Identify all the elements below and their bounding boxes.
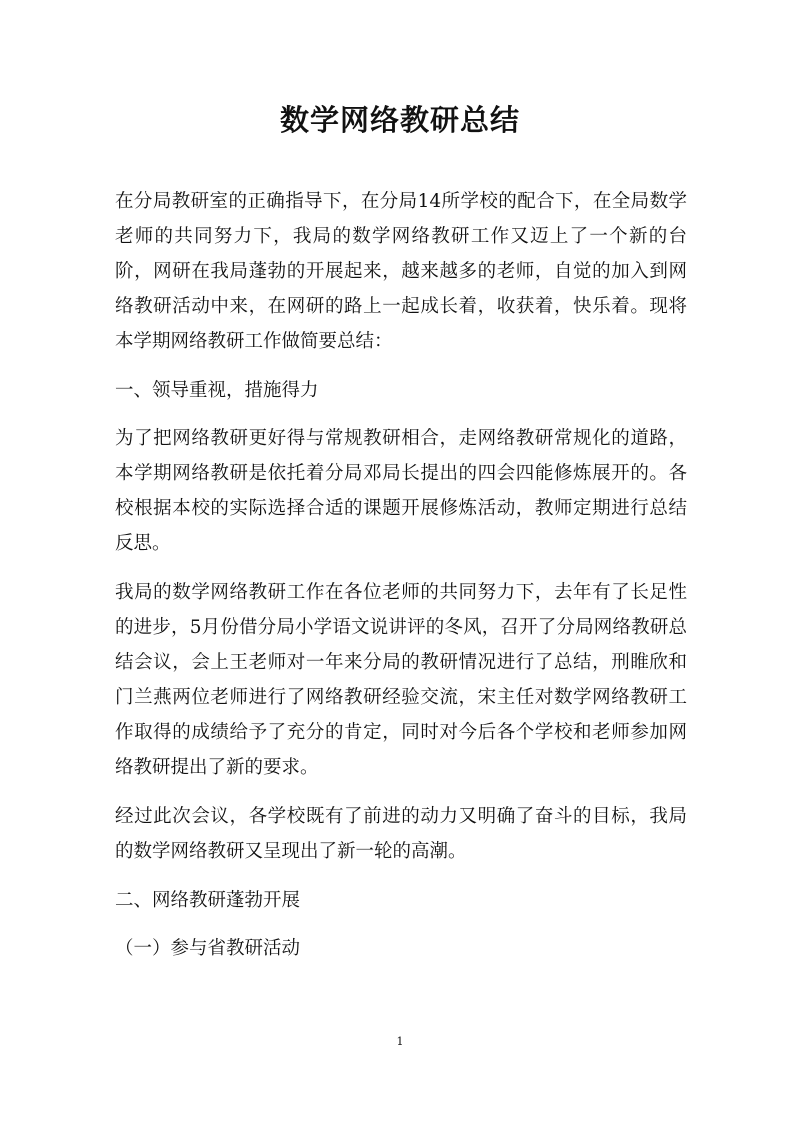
document-body xyxy=(115,184,687,979)
paragraph-progress: 我局的数学网络教研工作在各位老师的共同努力下，去年有了长足性的进步，5月份借分局小学语文说讲评的冬风，召开了分局网络教研总结会议，会上王老师对一年来分局的教研情况进行了总结，刑睢欣和门兰燕两位老师进行了网络教研经验交流，宋主任对数学网络教研工作取得的成绩给予了充分的肯定，同时对今后各个学校和老师参加网络教研提出了新的要求。 xyxy=(115,582,687,778)
section-heading-2: 二、网络教研蓬勃开展 xyxy=(115,890,301,911)
paragraph-intro: 在分局教研室的正确指导下，在分局14所学校的配合下，在全局数学老师的共同努力下，我局的数学网络教研工作又迈上了一个新的台阶，网研在我局蓬勃的开展起来，越来越多的老师，自觉的加入到网络教研活动中来，在网研的路上一起成长着，收获着，快乐着。现将本学期网络教研工作做简要总结： xyxy=(115,191,687,352)
page-number: 1 xyxy=(396,1035,404,1048)
paragraph-approach: 为了把网络教研更好得与常规教研相合，走网络教研常规化的道路，本学期网络教研是依托着分局邓局长提出的四会四能修炼展开的。各校根据本校的实际选择合适的课题开展修炼活动，教师定期进行总结反思。 xyxy=(115,428,687,554)
document-title: 数学网络教研总结 xyxy=(279,103,520,137)
subsection-heading-1: （一）参与省教研活动 xyxy=(115,938,301,959)
section-heading-1: 一、领导重视，措施得力 xyxy=(115,380,319,401)
paragraph-outcome: 经过此次会议，各学校既有了前进的动力又明确了奋斗的目标，我局的数学网络教研又呈现出了新一轮的高潮。 xyxy=(115,806,687,862)
